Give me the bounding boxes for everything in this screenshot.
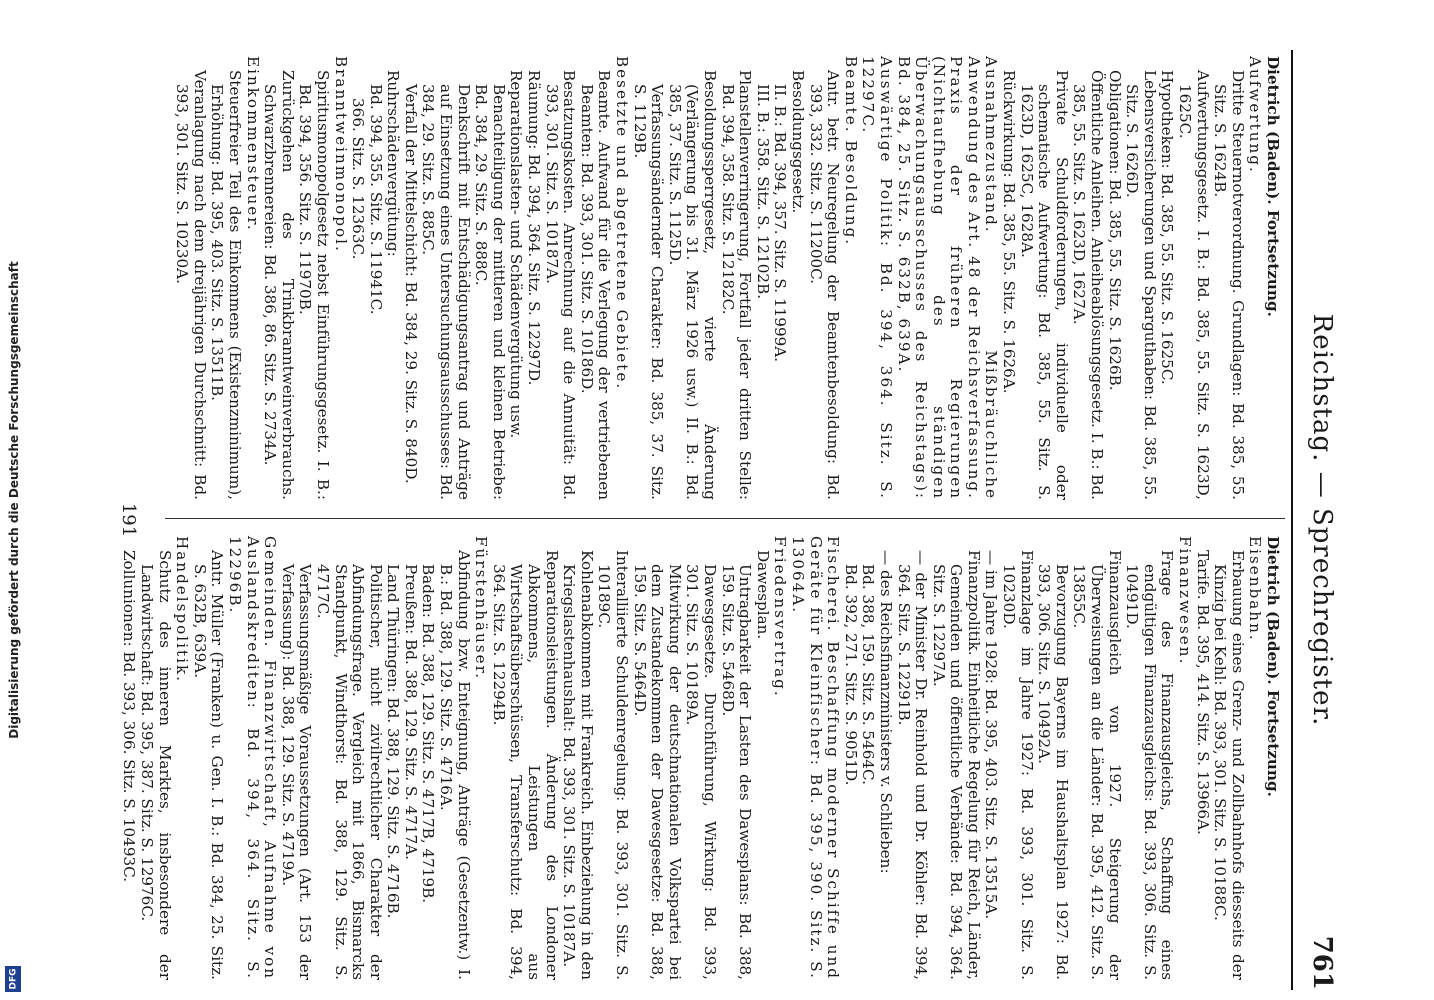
register-entry: Planstellenverringerung, Fortfall jeder dritten Stelle: Bd. 394, 358. Sitz. S. 12182C. (718, 70, 755, 500)
register-entry: Verfassungsmäßige Voraussetzungen (Art. 153 der Verfassung): Bd. 388, 129. Sitz. S. 4719A. (278, 564, 315, 980)
register-entry: Interalliierte Schuldenregelung: Bd. 393, 301. Sitz. S. 10189C. (595, 550, 632, 980)
register-entry: Obligationen: Bd. 385, 55. Sitz. S. 1626B. (1105, 70, 1124, 391)
register-entry: Untragbarkeit der Lasten des Dawesplans: Bd. 388, 159. Sitz. S. 5468D. (718, 564, 755, 980)
register-entry: Besoldungssperrgesetz, vierte Änderung (Verlängerung bis 31. März 1926 usw.) II. B.: Bd. 385, 37. Sitz. S. 1125D. (665, 70, 719, 500)
register-entry: Friedensvertrag. (771, 536, 790, 698)
register-entry: Mitwirkung der deutschnationalen Volkspartei bei dem Zustandekommen der Dawesgesetze: Bd. 388, 159. Sitz. S. 5464D. (630, 564, 684, 980)
register-entry: Bd. 388, 159. Sitz. S. 5464C. (859, 564, 878, 785)
header-rule (1291, 50, 1293, 990)
register-entry: Rückwirkung: Bd. 385, 55. Sitz. S. 1626A. (1000, 70, 1019, 394)
register-entry: Preußen: Bd. 388, 129. Sitz. S. 4717A. (401, 564, 420, 860)
register-entry: Veranlagung nach dem dreijährigen Durchschnitt: Bd. 393, 301. Sitz. S. 10230A. (173, 70, 209, 500)
register-entry: Zollunionen: Bd. 393, 306. Sitz. S. 10493C. (120, 550, 139, 883)
register-entry: Ruhrschädenvergütung: (384, 70, 403, 257)
register-entry: Räumung: Bd. 394, 364. Sitz. S. 12297D. (525, 70, 544, 386)
register-entry: Ausnahmezustand. Mißbräuchliche Anwendung des Art. 48 der Reichsverfassung. Praxis der früheren Regierungen (Nichtaufhebung des ständigen Überwachungsausschusses des Reichstags): Bd. 384, 25. Sitz. S. 632B, 639A. (894, 56, 1001, 500)
register-entry: Auswärtige Politik: Bd. 394, 364. Sitz. S. 12297C. (859, 56, 895, 500)
register-entry: Erbauung eines Grenz- und Zollbahnhofs diesseits der Kinzig bei Kehl: Bd. 393, 301. Sitz. S. 10188C. (1211, 550, 1247, 980)
register-entry: Finanzwesen. (1176, 536, 1195, 666)
register-entry: Finanzpolitik. Einheitliche Regelung für Reich, Länder, Gemeinden und öffentliche Verbände: Bd. 394, 364. Sitz. S. 12297A. (929, 550, 983, 980)
register-entry: Politischer, nicht zivilrechtlicher Charakter der Abfindungsfrage. Vergleich mit 1866, Bismarcks Standpunkt, Windthorst: Bd. 388, 129. Sitz. S. 4717C. (313, 564, 385, 980)
register-entry: Finanzlage im Jahre 1927: Bd. 393, 301. Sitz. S. 10230D. (1000, 550, 1036, 980)
register-entry: Gemeinden. Finanzwirtschaft, Aufnahme von Auslandskrediten: Bd. 394, 364. Sitz. S. 12296B. (225, 536, 280, 980)
register-entry: Baden: Bd. 388, 129. Sitz. S. 4717B, 4719B. (419, 564, 438, 904)
register-entry: Private Schuldforderungen, individuelle oder schematische Aufwertung: Bd. 385, 55. Sitz. S. 1623D, 1625C, 1628A. (1017, 70, 1071, 500)
register-entry: Besatzungskosten. Anrechnung auf die Annuität: Bd. 393, 301. Sitz. S. 10187A. (542, 70, 579, 500)
running-head: Reichstag. — Sprechregister. (1307, 313, 1337, 727)
register-entry: — des Reichsfinanzministers v. Schlieben: (876, 550, 895, 874)
register-entry: III. B.: 358. Sitz. S. 12102B. (753, 84, 772, 300)
register-entry: Abfindung bzw. Enteignung, Anträge (Gesetzentw.) I. B.: Bd. 388, 129. Sitz. S. 4716A. (437, 550, 473, 980)
register-entry: Spiritusmonopolgesetz nebst Einführungsgesetz. I. B.: Bd. 394, 356. Sitz. S. 11970B. (296, 70, 332, 500)
register-entry: Kohlenabkommen mit Frankreich. Einbeziehung in den Kriegslastenhaushalt: Bd. 393, 301. Sitz. S. 10187A. (560, 550, 596, 980)
register-entry: Bevorzugung Bayerns im Haushaltsplan 1927: Bd. 393, 306. Sitz. S. 10492A. (1035, 564, 1071, 980)
register-entry: Beamte. Aufwand für die Verlegung der vertriebenen Beamten: Bd. 393, 301. Sitz. S. 10186D. (577, 70, 614, 500)
register-entry: Fischerei. Beschaffung moderner Schiffe und Geräte für Kleinfischer: Bd. 395, 390. Sitz. S. 13064A. (788, 536, 843, 980)
register-entry: Reparationsleistungen. Änderung des Londoner Abkommens, Leistungen aus Wirtschaftsüberschüssen, Transferschutz: Bd. 394, 364. Sitz. S. 12294B. (489, 550, 561, 980)
register-entry: Verfassungsändernder Charakter: Bd. 385, 37. Sitz. S. 1129B. (630, 84, 667, 500)
register-entry: Dritte Steuernotverordnung. Grundlagen: Bd. 385, 55. Sitz. S. 1624B. (1211, 70, 1247, 500)
register-entry: Steuerfreier Teil des Einkommens (Existenzminimum), Erhöhung: Bd. 395, 403. Sitz. S. 13511B. (208, 70, 244, 500)
register-entry: Dawesplan. (753, 550, 772, 640)
register-entry: Finanzausgleich von 1927. Steigerung der Überweisungen an die Länder: Bd. 395, 412. Sitz. S. 13855C. (1070, 550, 1124, 980)
register-entry: Hypotheken: Bd. 385, 55. Sitz. S. 1625C. (1158, 70, 1177, 385)
register-entry: Dietrich (Baden). Fortsetzung. (1264, 536, 1282, 797)
register-entry: Tarife. Bd. 395, 414. Sitz. S. 13966A. (1193, 550, 1212, 835)
register-entry: Aufwertung. (1246, 56, 1265, 174)
column-divider (165, 518, 1285, 519)
register-entry: — der Minister Dr. Reinhold und Dr. Köhler: Bd. 394, 364. Sitz. S. 12291B. (894, 550, 931, 980)
register-entry: Dawesgesetze. Durchführung, Wirkung: Bd. 393, 301. Sitz. S. 10189A. (683, 564, 719, 980)
register-entry: Besoldungsgesetz. (788, 70, 807, 214)
register-entry: Branntweinmonopol. (331, 56, 350, 253)
rotated-page (95, 50, 1345, 990)
register-entry: Handelspolitik. (173, 536, 192, 684)
register-entry: Lebensversicherungen und Sparguthaben: Bd. 385, 55. Sitz. S. 1626D. (1123, 70, 1159, 500)
register-entry: Aufwertungsgesetz. I. B.: Bd. 385, 55. Sitz. S. 1623D, 1625C. (1176, 70, 1212, 500)
register-entry: II. B.: Bd. 394, 357. Sitz. S. 11999A. (771, 84, 790, 363)
register-entry: 366. Sitz. S. 12363C. (349, 98, 368, 260)
register-entry: Einkommensteuer. (243, 56, 262, 232)
bottom-page-number: 191 (118, 502, 139, 538)
register-entry: Bd. 394, 355. Sitz. S. 11941C. (366, 84, 385, 315)
register-entry: Besetzte und abgetretene Gebiete. (613, 56, 632, 391)
dfg-logo-icon: DFG (5, 966, 21, 992)
register-entry: Denkschrift mit Entschädigungsantrag und Anträge auf Einsetzung eines Untersuchungsausschusses: Bd. 384, 29. Sitz. S. 885C. (419, 84, 473, 500)
register-entry: Dietrich (Baden). Fortsetzung. (1264, 56, 1282, 317)
register-entry: Zurückgehen des Trinkbranntweinverbrauchs. Schwarzbrennereien: Bd. 386, 86. Sitz. S. 2734A. (261, 70, 297, 500)
register-entry: Beamte. Besoldung. (841, 56, 860, 247)
register-entry: Fürstenhäuser. (472, 536, 491, 681)
register-column-left (173, 56, 1281, 500)
register-entry: Bd. 392, 271. Sitz. S. 9051D. (841, 564, 860, 786)
register-entry: Verfall der Mittelschicht: Bd. 384, 29. Sitz. S. 840D. (401, 84, 420, 484)
register-column-right (120, 536, 1281, 980)
page-number: 761 (1307, 935, 1337, 990)
register-entry: Reparationslasten- und Schädenvergütung usw. (507, 70, 526, 439)
register-entry: Eisenbahn. (1246, 536, 1265, 642)
digitization-credit-text: Digitalisierung gefördert durch die Deutsche Forschungsgemeinschaft (7, 261, 21, 739)
register-entry: Antr. Müller (Franken) u. Gen. I. B.: Bd. 384, 25. Sitz. S. 632B, 639A. (190, 550, 227, 980)
register-entry: Antr. betr. Neuregelung der Beamtenbesoldung: Bd. 393, 332. Sitz. S. 11200C. (806, 70, 843, 500)
digitization-credit-bar (0, 0, 28, 1000)
register-entry: Land Thüringen: Bd. 388, 129. Sitz. S. 4716B. (384, 564, 403, 919)
register-entry: Frage des Finanzausgleichs, Schaffung eines endgültigen Finanzausgleichs: Bd. 393, 306. Sitz. S. 10491D. (1123, 550, 1177, 980)
register-entry: Öffentliche Anleihen. Anleiheablösungsgesetz. I. B.: Bd. 385, 55. Sitz. S. 1623D, 1627A. (1070, 70, 1107, 501)
register-entry: Schutz des inneren Marktes, insbesondere der Landwirtschaft: Bd. 395, 387. Sitz. S. 12976C. (138, 550, 174, 980)
register-entry: — im Jahre 1928: Bd. 395, 403. Sitz. S. 13515A. (982, 550, 1001, 920)
register-entry: Benachteiligung der mittleren und kleinen Betriebe: Bd. 384, 29. Sitz. S. 888C. (472, 84, 508, 500)
